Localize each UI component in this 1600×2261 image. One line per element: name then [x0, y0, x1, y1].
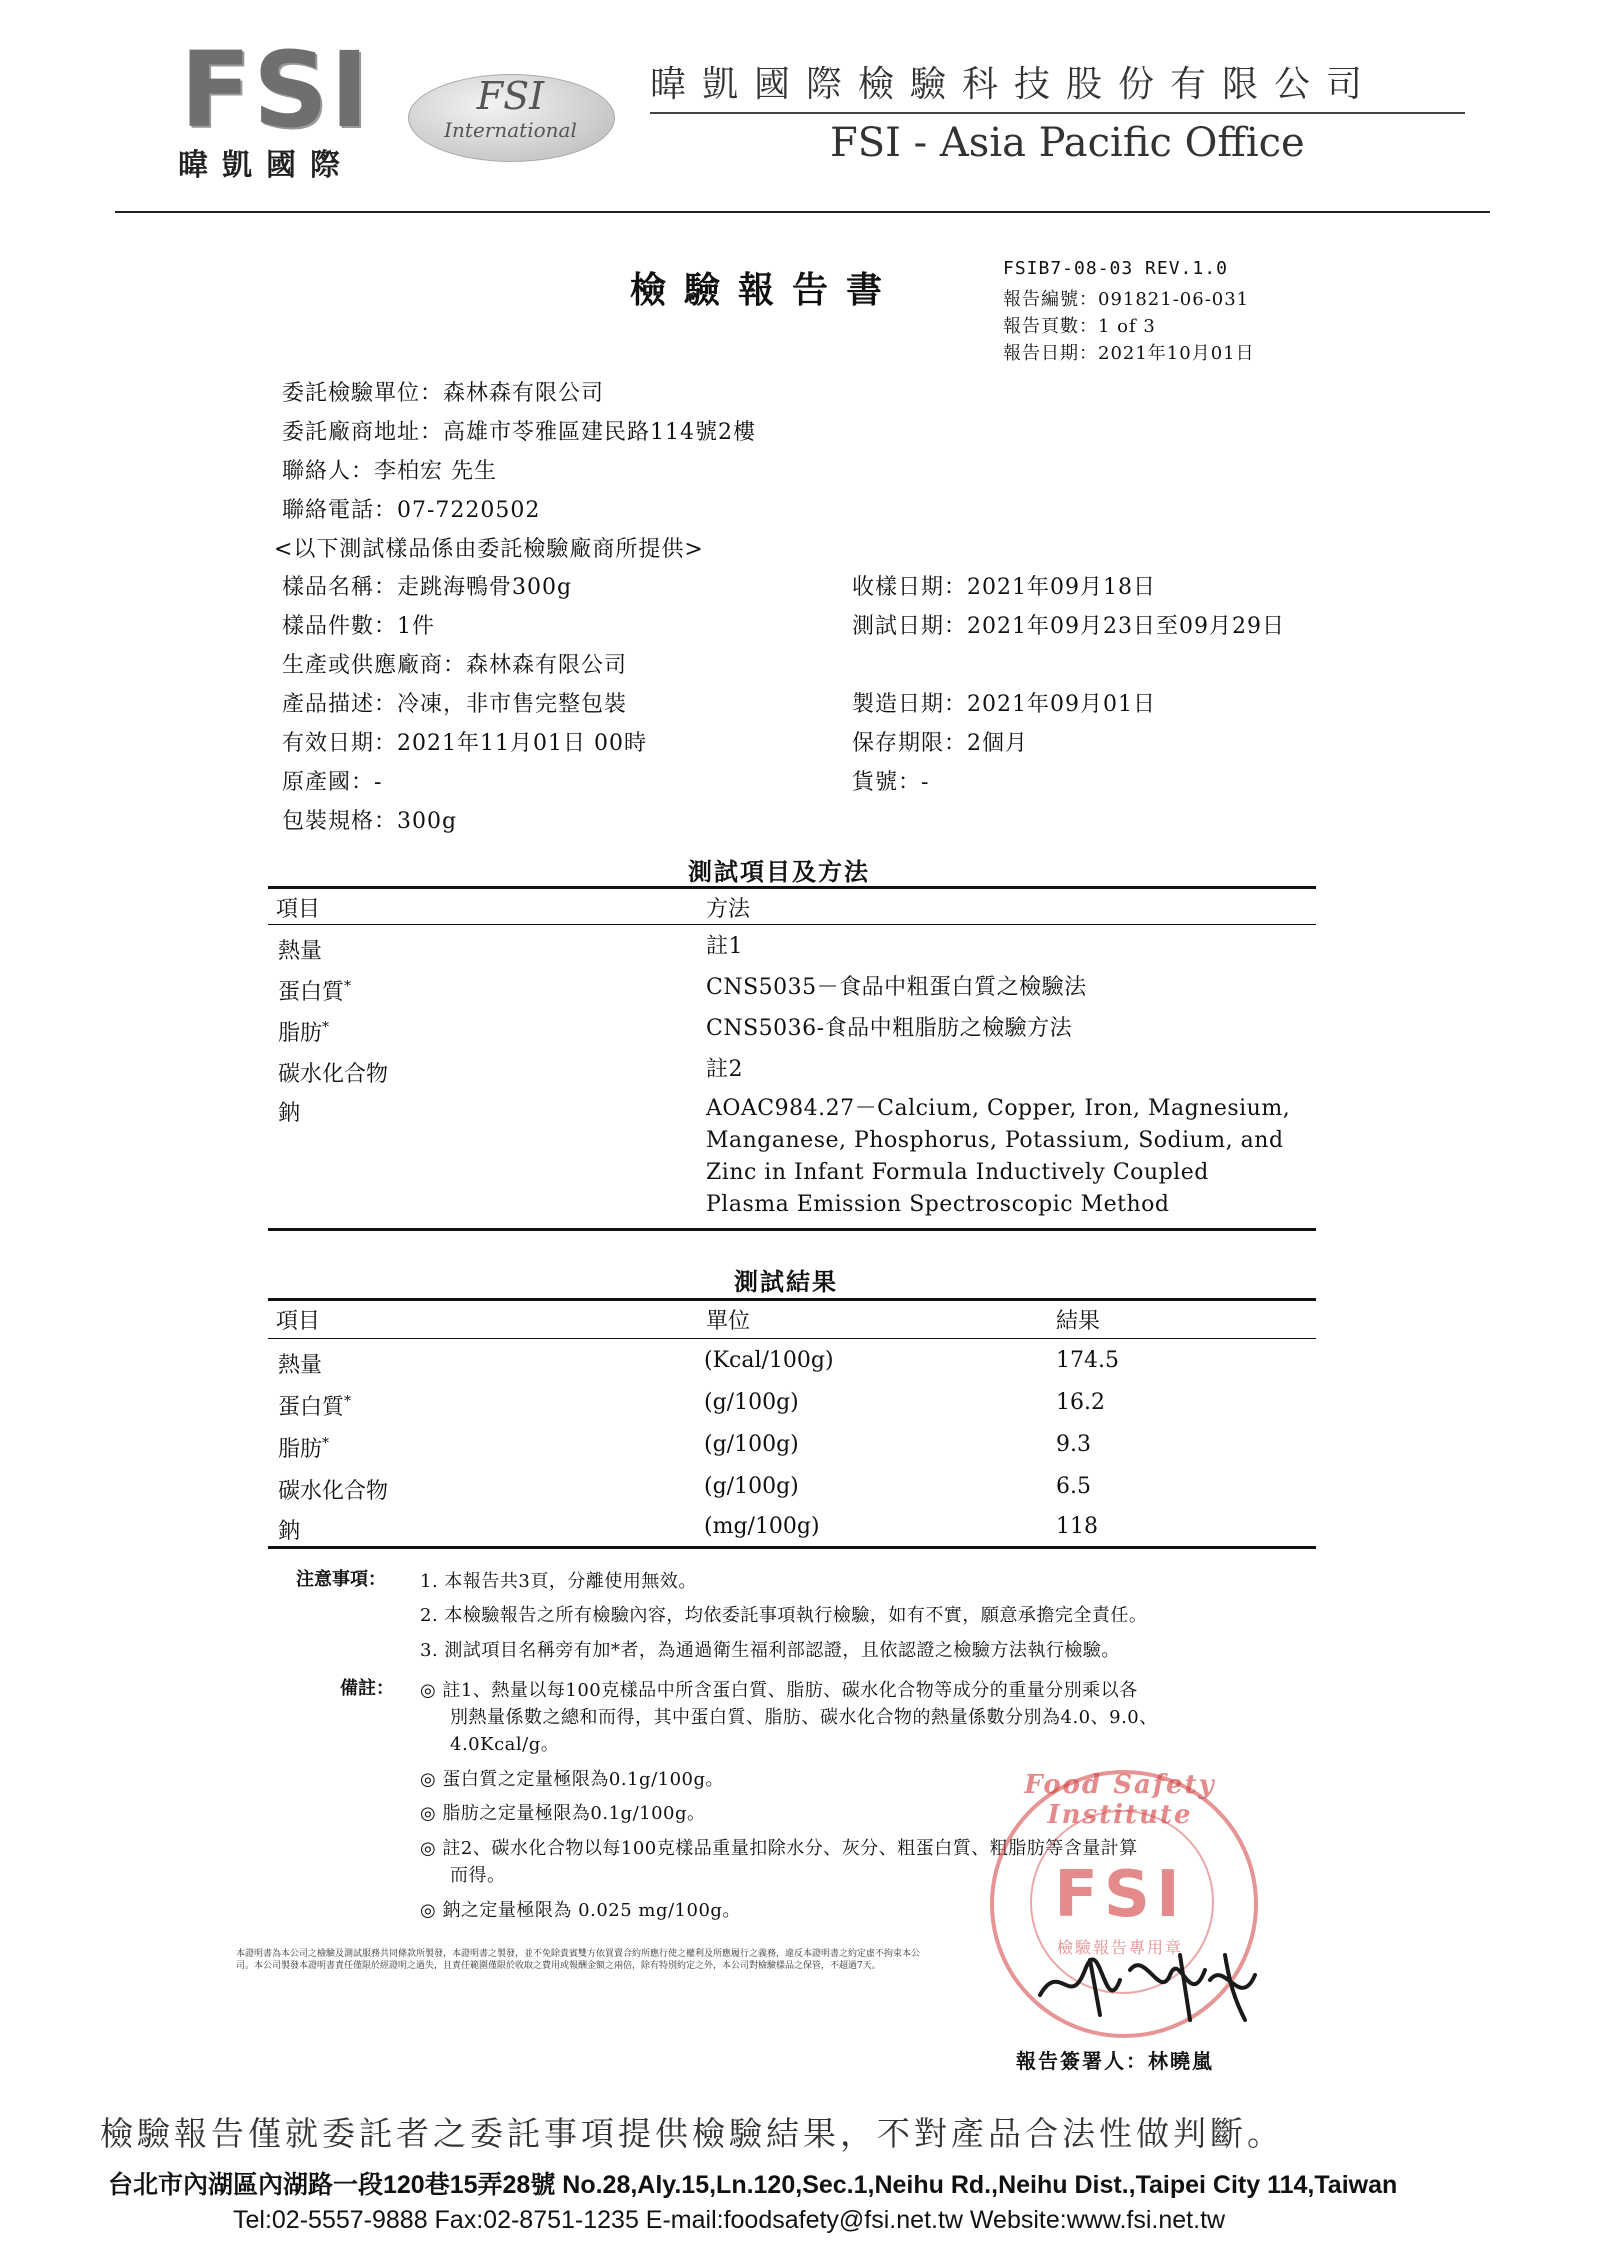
result-row-item: 鈉	[278, 1519, 301, 1544]
sample-package: 包裝規格：300g	[282, 809, 458, 834]
sample-expiry: 有效日期：2021年11月01日 00時	[282, 731, 647, 756]
methods-header-method: 方法	[706, 897, 751, 922]
stamp-bottom-text: 檢驗報告專用章	[1056, 1938, 1183, 1957]
report-title: 檢驗報告書	[630, 270, 901, 311]
stamp-ring-text: Food Safety Institute	[1024, 1770, 1216, 1830]
client-phone: 聯絡電話：07-7220502	[282, 498, 541, 523]
remark-line: 而得。	[450, 1865, 506, 1886]
office-name: FSI - Asia Pacific Office	[830, 120, 1305, 166]
report-date: 報告日期：2021年10月01日	[1003, 343, 1255, 364]
result-row-unit: (g/100g)	[704, 1390, 799, 1415]
result-row-value: 6.5	[1056, 1474, 1091, 1499]
result-row-value: 9.3	[1056, 1432, 1091, 1457]
stamp-center-text: FSI	[1054, 1858, 1186, 1932]
method-row-method: CNS5035－食品中粗蛋白質之檢驗法	[706, 975, 1087, 1000]
company-name-underline	[650, 112, 1465, 114]
report-signer: 報告簽署人：林曉嵐	[1016, 2049, 1214, 2073]
result-row-value: 174.5	[1056, 1348, 1119, 1373]
result-row-value: 118	[1056, 1514, 1098, 1539]
result-row-unit: (mg/100g)	[704, 1514, 820, 1539]
report-pages: 報告頁數：1 of 3	[1003, 316, 1156, 337]
results-header-unit: 單位	[706, 1309, 751, 1334]
fsi-logo-subtitle: 暐凱國際	[178, 148, 354, 183]
report-number: 報告編號：091821-06-031	[1003, 289, 1250, 310]
remark-line: ◎ 鈉之定量極限為 0.025 mg/100g。	[420, 1900, 741, 1921]
result-row-item: 脂肪*	[278, 1435, 330, 1462]
method-row-item: 碳水化合物	[278, 1062, 389, 1087]
results-header-item: 項目	[276, 1309, 321, 1334]
method-row-method: 註2	[706, 1057, 743, 1082]
method-row-item: 熱量	[278, 939, 323, 964]
remark-line: ◎ 註1、熱量以每100克樣品中所含蛋白質、脂肪、碳水化合物等成分的重量分別乘以各	[420, 1680, 1138, 1701]
receive-date: 收樣日期：2021年09月18日	[852, 575, 1156, 600]
client-unit: 委託檢驗單位：森林森有限公司	[282, 381, 605, 406]
sample-provided-note: <以下測試樣品係由委託檢驗廠商所提供>	[274, 537, 704, 562]
methods-title: 測試項目及方法	[688, 858, 870, 886]
results-header-rule	[268, 1338, 1316, 1339]
methods-top-rule	[268, 886, 1316, 889]
oval-logo-line1: FSI	[476, 74, 545, 118]
remark-line: ◎ 註2、碳水化合物以每100克樣品重量扣除水分、灰分、粗蛋白質、粗脂肪等含量計算	[420, 1838, 1138, 1859]
result-row-value: 16.2	[1056, 1390, 1105, 1415]
notes-label: 注意事項：	[296, 1569, 386, 1590]
methods-header-item: 項目	[276, 897, 321, 922]
method-row-method: CNS5036-食品中粗脂肪之檢驗方法	[706, 1016, 1073, 1041]
manufacture-date: 製造日期：2021年09月01日	[852, 692, 1156, 717]
method-row-method: AOAC984.27－Calcium, Copper, Iron, Magnesium, Manganese, Phosphorus, Potassium, Sodium, and Zinc in Infant Formula Inductively Coupled Plasma Emission Spectroscopic Method	[706, 1096, 1291, 1217]
remark-line: 別熱量係數之總和而得，其中蛋白質、脂肪、碳水化合物的熱量係數分別為4.0、9.0、	[450, 1707, 1158, 1728]
method-row-method: 註1	[706, 934, 743, 959]
result-row-item: 熱量	[278, 1353, 323, 1378]
footer-address: 台北市內湖區內湖路一段120巷15弄28號 No.28,Aly.15,Ln.120,Sec.1,Neihu Rd.,Neihu Dist.,Taipei City 114,Taiwan	[108, 2171, 1398, 2199]
method-row-item: 鈉	[278, 1101, 301, 1126]
form-number: FSIB7-08-03 REV.1.0	[1003, 258, 1228, 279]
sample-count: 樣品件數：1件	[282, 614, 435, 639]
sample-description: 產品描述：冷凍，非市售完整包裝	[282, 692, 628, 717]
methods-bottom-rule	[268, 1228, 1316, 1231]
sample-name: 樣品名稱：走跳海鴨骨300g	[282, 575, 573, 600]
note-item: 2. 本檢驗報告之所有檢驗內容，均依委託事項執行檢驗，如有不實，願意承擔完全責任。	[420, 1605, 1148, 1626]
note-item: 1. 本報告共3頁，分離使用無效。	[420, 1571, 697, 1592]
company-name: 暐凱國際檢驗科技股份有限公司	[650, 64, 1379, 105]
method-row-item: 蛋白質*	[278, 978, 352, 1005]
results-title: 測試結果	[734, 1268, 838, 1296]
result-row-unit: (Kcal/100g)	[704, 1348, 834, 1373]
footer-disclaimer: 檢驗報告僅就委託者之委託事項提供檢驗結果，不對產品合法性做判斷。	[100, 2114, 1284, 2153]
methods-header-rule	[268, 924, 1316, 925]
oval-logo-line2: International	[444, 118, 577, 142]
results-bottom-rule	[268, 1546, 1316, 1549]
results-top-rule	[268, 1298, 1316, 1301]
note-item: 3. 測試項目名稱旁有加*者，為通過衛生福利部認證，且依認證之檢驗方法執行檢驗。	[420, 1640, 1120, 1661]
fsi-logo: FSI	[180, 29, 371, 151]
header-divider	[115, 211, 1490, 213]
result-row-item: 蛋白質*	[278, 1393, 352, 1420]
client-address: 委託廠商地址：高雄市苓雅區建民路114號2樓	[282, 420, 756, 445]
method-row-item: 脂肪*	[278, 1019, 330, 1046]
result-row-unit: (g/100g)	[704, 1432, 799, 1457]
footer-contact: Tel:02-5557-9888 Fax:02-8751-1235 E-mail:foodsafety@fsi.net.tw Website:www.fsi.net.tw	[233, 2206, 1226, 2234]
fine-print: 本證明書為本公司之檢驗及測試服務共同條款所製發，本證明書之製發，並不免除貴賓雙方依買賣合約所應行使之權利及所應履行之義務，違反本證明書之約定虛不拘束本公司。本公司製發本證明書責任僅限於經證明之過失，且責任範圍僅限於收取之費用或報酬金額之兩倍，除有特別約定之外，本公司對檢驗樣品之保管，不超過7天。	[236, 1949, 921, 1971]
remark-line: 4.0Kcal/g。	[450, 1734, 560, 1755]
item-number: 貨號：-	[852, 770, 930, 795]
result-row-item: 碳水化合物	[278, 1479, 389, 1504]
handwritten-signature	[1030, 1940, 1270, 2030]
remark-line: ◎ 脂肪之定量極限為0.1g/100g。	[420, 1803, 706, 1824]
client-contact: 聯絡人：李柏宏 先生	[282, 459, 497, 484]
sample-origin: 原產國：-	[282, 770, 383, 795]
results-header-value: 結果	[1056, 1309, 1101, 1334]
test-date: 測試日期：2021年09月23日至09月29日	[852, 614, 1285, 639]
remarks-label: 備註：	[340, 1678, 394, 1699]
result-row-unit: (g/100g)	[704, 1474, 799, 1499]
sample-manufacturer: 生產或供應廠商：森林森有限公司	[282, 653, 628, 678]
remark-line: ◎ 蛋白質之定量極限為0.1g/100g。	[420, 1769, 725, 1790]
shelf-life: 保存期限：2個月	[852, 731, 1028, 756]
